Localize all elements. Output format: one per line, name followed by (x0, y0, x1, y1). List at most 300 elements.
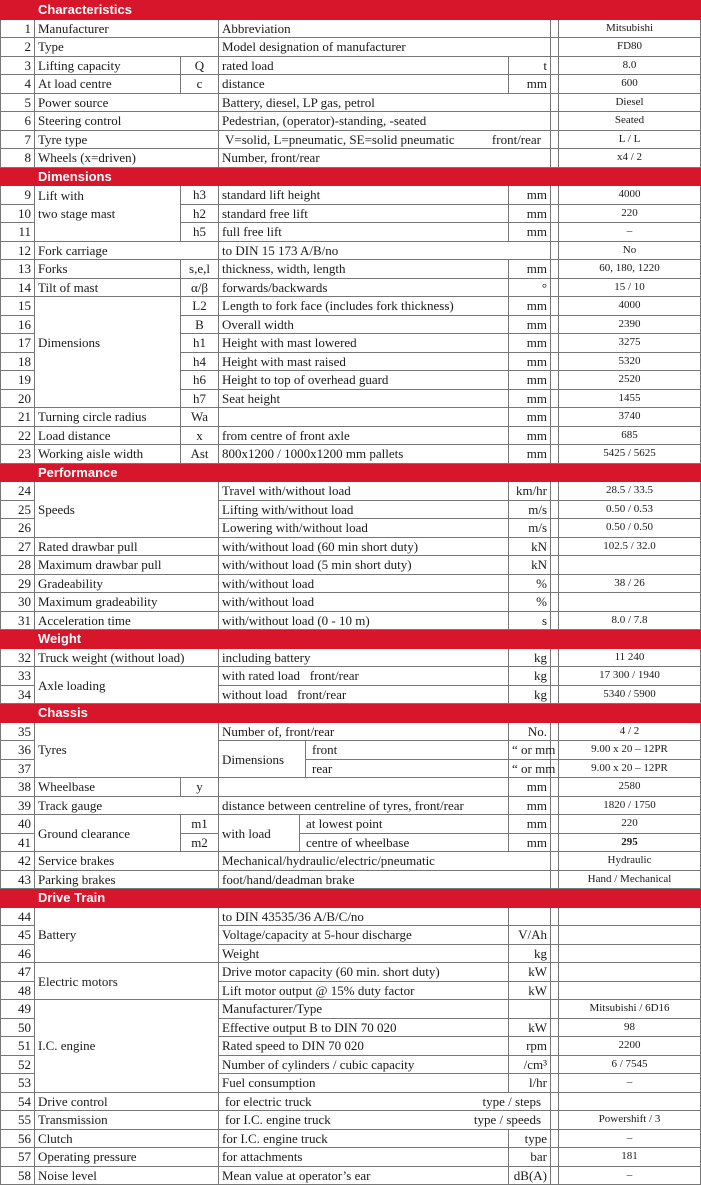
row-unit: mm (509, 260, 551, 279)
row-unit: kW (509, 963, 551, 982)
row-number: 15 (1, 297, 35, 316)
row-label: Battery (35, 907, 219, 963)
table-row (1, 408, 701, 427)
table-row (1, 778, 701, 797)
table-row (1, 445, 701, 464)
row-label: Electric motors (35, 963, 219, 1000)
row-description: Voltage/capacity at 5-hour discharge (219, 926, 509, 945)
row-unit: mm (509, 408, 551, 427)
row-unit: ° (509, 278, 551, 297)
row-description: rear (312, 760, 333, 776)
row-value: Diesel (559, 93, 701, 112)
row-unit: type (509, 1129, 551, 1148)
row-unit: kg (509, 944, 551, 963)
table-row (1, 815, 701, 834)
row-symbol: s,e,l (181, 260, 219, 279)
section-title: Dimensions (35, 167, 551, 186)
row-unit: kW (509, 1018, 551, 1037)
row-label: Noise level (35, 1166, 219, 1185)
row-number: 4 (1, 75, 35, 94)
row-value: 0.50 / 0.50 (559, 519, 701, 538)
row-number: 16 (1, 315, 35, 334)
row-number: 7 (1, 130, 35, 149)
row-symbol: Q (181, 56, 219, 75)
row-description: Overall width (219, 315, 509, 334)
row-description: at lowest point (300, 815, 509, 833)
row-value (559, 593, 701, 612)
row-symbol: h5 (181, 223, 219, 242)
row-number: 31 (1, 611, 35, 630)
table-row (1, 1129, 701, 1148)
row-value: 220 (559, 815, 701, 834)
row-value: L / L (559, 130, 701, 149)
table-row (1, 648, 701, 667)
row-value: Hydraulic (559, 852, 701, 871)
row-unit: front/rear (491, 131, 542, 147)
row-label: Transmission (35, 1111, 219, 1130)
row-description: Lowering with/without load (219, 519, 509, 538)
row-unit: % (509, 574, 551, 593)
row-description: Fuel consumption (219, 1074, 509, 1093)
row-value (559, 556, 701, 575)
row-number: 26 (1, 519, 35, 538)
row-number: 27 (1, 537, 35, 556)
section-title: Weight (35, 630, 551, 649)
row-value: 600 (559, 75, 701, 94)
row-value: – (559, 1074, 701, 1093)
section-header-characteristics (1, 1, 701, 20)
row-description: with/without load (219, 593, 509, 612)
row-number: 56 (1, 1129, 35, 1148)
row-symbol: Wa (181, 408, 219, 427)
row-value: Powershift / 3 (559, 1111, 701, 1130)
row-symbol: h7 (181, 389, 219, 408)
row-symbol: h6 (181, 371, 219, 390)
row-number: 3 (1, 56, 35, 75)
ground-clearance-subtable (219, 815, 508, 851)
row-label: Track gauge (35, 796, 219, 815)
row-value: 28.5 / 33.5 (559, 482, 701, 501)
row-value: 1455 (559, 389, 701, 408)
row-value: 2520 (559, 371, 701, 390)
row-description-sub: front/rear (297, 686, 347, 702)
table-row (1, 482, 701, 501)
row-symbol: c (181, 75, 219, 94)
row-description: full free lift (219, 223, 509, 242)
row-description (219, 778, 509, 797)
row-value: 220 (559, 204, 701, 223)
row-unit: % (509, 593, 551, 612)
row-label: Tyres (35, 722, 219, 778)
row-description-main: without load (222, 686, 288, 702)
row-number: 42 (1, 852, 35, 871)
row-value (559, 963, 701, 982)
row-value (559, 1092, 701, 1111)
row-unit: mm (509, 75, 551, 94)
row-label: Manufacturer (35, 19, 219, 38)
row-number: 58 (1, 1166, 35, 1185)
row-unit: mm (509, 815, 551, 834)
row-label: Turning circle radius (35, 408, 181, 427)
row-number: 25 (1, 500, 35, 519)
row-mid-label: with load (219, 815, 300, 851)
row-number: 12 (1, 241, 35, 260)
row-number: 44 (1, 907, 35, 926)
row-label: At load centre (35, 75, 181, 94)
row-number: 50 (1, 1018, 35, 1037)
row-number: 37 (1, 759, 35, 778)
row-label: Axle loading (35, 667, 219, 704)
section-title: Chassis (35, 704, 551, 723)
row-unit: kg (509, 667, 551, 686)
row-label: Tilt of mast (35, 278, 181, 297)
row-number: 20 (1, 389, 35, 408)
row-label: Operating pressure (35, 1148, 219, 1167)
row-description: to DIN 15 173 A/B/no (219, 241, 551, 260)
row-number: 5 (1, 93, 35, 112)
row-label: Acceleration time (35, 611, 219, 630)
row-unit: V/Ah (509, 926, 551, 945)
table-row (1, 426, 701, 445)
table-row (1, 315, 701, 334)
table-row (1, 297, 701, 316)
table-row (1, 352, 701, 371)
table-row (1, 611, 701, 630)
row-description: Height to top of overhead guard (219, 371, 509, 390)
row-unit: mm (509, 389, 551, 408)
table-row (1, 574, 701, 593)
row-description: Battery, diesel, LP gas, petrol (219, 93, 551, 112)
row-unit: mm (509, 796, 551, 815)
row-description: distance (219, 75, 509, 94)
row-number: 49 (1, 1000, 35, 1019)
row-description: Mean value at operator’s ear (219, 1166, 509, 1185)
row-number: 21 (1, 408, 35, 427)
row-unit: mm (509, 186, 551, 205)
row-label: Truck weight (without load) (35, 648, 219, 667)
row-unit: mm (509, 315, 551, 334)
row-description: with/without load (0 - 10 m) (219, 611, 509, 630)
row-unit: mm (509, 426, 551, 445)
row-number: 34 (1, 685, 35, 704)
row-description: Travel with/without load (219, 482, 509, 501)
row-value: 3275 (559, 334, 701, 353)
row-value: – (559, 1166, 701, 1185)
row-value: 60, 180, 1220 (559, 260, 701, 279)
row-description: thickness, width, length (219, 260, 509, 279)
row-value: Hand / Mechanical (559, 870, 701, 889)
row-symbol: L2 (181, 297, 219, 316)
row-value: 5340 / 5900 (559, 685, 701, 704)
row-description: Model designation of manufacturer (219, 38, 551, 57)
section-header-dimensions (1, 167, 701, 186)
section-title: Characteristics (35, 1, 551, 20)
row-number: 2 (1, 38, 35, 57)
row-symbol: m1 (181, 815, 219, 834)
table-row (1, 852, 701, 871)
table-row (1, 75, 701, 94)
row-description: centre of wheelbase (306, 834, 410, 850)
row-label: Gradeability (35, 574, 219, 593)
row-description: distance between centreline of tyres, front/rear (219, 796, 509, 815)
row-label: Wheelbase (35, 778, 181, 797)
row-unit: kW (509, 981, 551, 1000)
row-description: 800x1200 / 1000x1200 mm pallets (219, 445, 509, 464)
row-value: 1820 / 1750 (559, 796, 701, 815)
row-description: Abbreviation (219, 19, 551, 38)
row-unit: mm (509, 297, 551, 316)
row-description: rated load (219, 56, 509, 75)
row-value: 2580 (559, 778, 701, 797)
row-unit: mm (509, 204, 551, 223)
row-description: V=solid, L=pneumatic, SE=solid pneumatic (225, 131, 455, 147)
row-number: 28 (1, 556, 35, 575)
section-header-chassis (1, 704, 701, 723)
row-unit: m/s (509, 500, 551, 519)
row-description (219, 667, 509, 686)
table-row (1, 519, 701, 538)
row-number: 53 (1, 1074, 35, 1093)
row-description: for I.C. engine truck (219, 1129, 509, 1148)
row-description: Number of, front/rear (219, 722, 509, 741)
row-number: 52 (1, 1055, 35, 1074)
row-description: with/without load (219, 574, 509, 593)
row-symbol: Ast (181, 445, 219, 464)
row-number: 45 (1, 926, 35, 945)
row-unit: mm (509, 778, 551, 797)
table-row (1, 870, 701, 889)
row-value: 8.0 / 7.8 (559, 611, 701, 630)
table-row (1, 1166, 701, 1185)
row-number: 17 (1, 334, 35, 353)
table-row (1, 722, 701, 741)
row-number: 11 (1, 223, 35, 242)
row-symbol: B (181, 315, 219, 334)
table-row (1, 334, 701, 353)
row-unit: type / speeds (473, 1112, 542, 1128)
row-value: 9.00 x 20 – 12PR (559, 741, 701, 760)
row-value: Seated (559, 112, 701, 131)
row-description: Drive motor capacity (60 min. short duty) (219, 963, 509, 982)
row-value: 9.00 x 20 – 12PR (559, 759, 701, 778)
table-row (1, 278, 701, 297)
row-number: 30 (1, 593, 35, 612)
table-row (1, 223, 701, 242)
row-number: 36 (1, 741, 35, 760)
row-description: standard lift height (219, 186, 509, 205)
row-description: Seat height (219, 389, 509, 408)
row-description: Height with mast lowered (219, 334, 509, 353)
row-label: Working aisle width (35, 445, 181, 464)
row-value: 2200 (559, 1037, 701, 1056)
row-number: 40 (1, 815, 35, 834)
row-label: Speeds (35, 500, 219, 519)
row-description: standard free lift (219, 204, 509, 223)
row-label: Maximum drawbar pull (35, 556, 219, 575)
row-unit (509, 907, 551, 926)
row-label: Lift with (35, 186, 181, 205)
row-label: Drive control (35, 1092, 219, 1111)
row-description: for electric truck (225, 1093, 312, 1109)
row-label: Wheels (x=driven) (35, 149, 219, 168)
row-number: 23 (1, 445, 35, 464)
row-unit: mm (509, 352, 551, 371)
table-row (1, 907, 701, 926)
row-value: 11 240 (559, 648, 701, 667)
row-label: Fork carriage (35, 241, 219, 260)
row-number: 14 (1, 278, 35, 297)
row-number: 47 (1, 963, 35, 982)
row-description: foot/hand/deadman brake (219, 870, 551, 889)
row-unit: type / steps (482, 1093, 542, 1109)
row-number: 24 (1, 482, 35, 501)
row-unit: mm (509, 334, 551, 353)
row-label: Dimensions (35, 334, 181, 353)
table-row (1, 1092, 701, 1111)
row-value: Mitsubishi / 6D16 (559, 1000, 701, 1019)
row-description: Manufacturer/Type (219, 1000, 509, 1019)
row-value: FD80 (559, 38, 701, 57)
row-label: Tyre type (35, 130, 219, 149)
row-label: Clutch (35, 1129, 219, 1148)
row-symbol: h4 (181, 352, 219, 371)
table-row (1, 593, 701, 612)
row-unit: kg (509, 685, 551, 704)
row-value: 295 (559, 833, 701, 852)
table-row (1, 93, 701, 112)
row-unit: m/s (509, 519, 551, 538)
row-description: Number, front/rear (219, 149, 551, 168)
row-unit: t (509, 56, 551, 75)
table-row (1, 796, 701, 815)
section-header-drive-train (1, 889, 701, 908)
table-row (1, 371, 701, 390)
row-unit: /cm³ (509, 1055, 551, 1074)
row-description: Lifting with/without load (219, 500, 509, 519)
row-description: including battery (219, 648, 509, 667)
table-row (1, 667, 701, 686)
row-unit: kN (509, 556, 551, 575)
row-label: Load distance (35, 426, 181, 445)
row-label: Type (35, 38, 219, 57)
table-row (1, 500, 701, 519)
row-value: 15 / 10 (559, 278, 701, 297)
row-number: 1 (1, 19, 35, 38)
row-description: Height with mast raised (219, 352, 509, 371)
row-description-sub: front/rear (309, 668, 359, 684)
row-value: 4000 (559, 186, 701, 205)
table-row (1, 556, 701, 575)
table-row (1, 204, 701, 223)
row-value: 3740 (559, 408, 701, 427)
row-value: 102.5 / 32.0 (559, 537, 701, 556)
row-value (559, 981, 701, 1000)
table-row (1, 149, 701, 168)
row-value: Mitsubishi (559, 19, 701, 38)
row-description: for attachments (219, 1148, 509, 1167)
row-description-main: with rated load (222, 668, 300, 684)
row-value: 6 / 7545 (559, 1055, 701, 1074)
row-label: Steering control (35, 112, 219, 131)
row-description: Weight (219, 944, 509, 963)
row-value: 4 / 2 (559, 722, 701, 741)
row-unit: kg (509, 648, 551, 667)
row-symbol: α/β (181, 278, 219, 297)
table-row (1, 1148, 701, 1167)
table-row (1, 1000, 701, 1019)
row-label: Power source (35, 93, 219, 112)
row-value: No (559, 241, 701, 260)
row-value: 8.0 (559, 56, 701, 75)
row-value: 5320 (559, 352, 701, 371)
row-unit: mm (509, 371, 551, 390)
row-unit: s (509, 611, 551, 630)
row-label: Rated drawbar pull (35, 537, 219, 556)
row-value: 98 (559, 1018, 701, 1037)
row-unit: dB(A) (509, 1166, 551, 1185)
section-title: Performance (35, 463, 551, 482)
row-number: 32 (1, 648, 35, 667)
row-number: 57 (1, 1148, 35, 1167)
table-row (1, 241, 701, 260)
row-symbol: y (181, 778, 219, 797)
row-unit: No. (509, 722, 551, 741)
section-header-weight (1, 630, 701, 649)
row-mid-label: Dimensions (219, 741, 306, 777)
row-label: Maximum gradeability (35, 593, 219, 612)
row-unit (509, 1000, 551, 1019)
row-number: 41 (1, 833, 35, 852)
row-description: to DIN 43535/36 A/B/C/no (219, 907, 509, 926)
table-row (1, 19, 701, 38)
row-value: 685 (559, 426, 701, 445)
row-description: Lift motor output @ 15% duty factor (219, 981, 509, 1000)
row-description: forwards/backwards (219, 278, 509, 297)
row-unit: km/hr (509, 482, 551, 501)
row-number: 54 (1, 1092, 35, 1111)
table-row (1, 112, 701, 131)
row-label: Service brakes (35, 852, 219, 871)
row-label: Forks (35, 260, 181, 279)
row-value: 2390 (559, 315, 701, 334)
row-value: x4 / 2 (559, 149, 701, 168)
row-description: Effective output B to DIN 70 020 (219, 1018, 509, 1037)
row-value: 5425 / 5625 (559, 445, 701, 464)
row-number: 19 (1, 371, 35, 390)
row-label: two stage mast (35, 204, 181, 223)
row-label: I.C. engine (35, 1000, 219, 1093)
row-label: Parking brakes (35, 870, 219, 889)
table-row (1, 963, 701, 982)
row-value: 17 300 / 1940 (559, 667, 701, 686)
tyre-dimension-subtable (219, 741, 508, 777)
row-symbol: m2 (181, 833, 219, 852)
row-number: 29 (1, 574, 35, 593)
table-row (1, 260, 701, 279)
row-unit: l/hr (509, 1074, 551, 1093)
row-value: – (559, 223, 701, 242)
row-number: 38 (1, 778, 35, 797)
row-unit: rpm (509, 1037, 551, 1056)
row-number: 55 (1, 1111, 35, 1130)
row-description (219, 408, 509, 427)
row-number: 8 (1, 149, 35, 168)
row-unit: mm (509, 223, 551, 242)
row-number: 18 (1, 352, 35, 371)
row-label: Ground clearance (35, 815, 181, 852)
row-symbol: x (181, 426, 219, 445)
row-value: 0.50 / 0.53 (559, 500, 701, 519)
